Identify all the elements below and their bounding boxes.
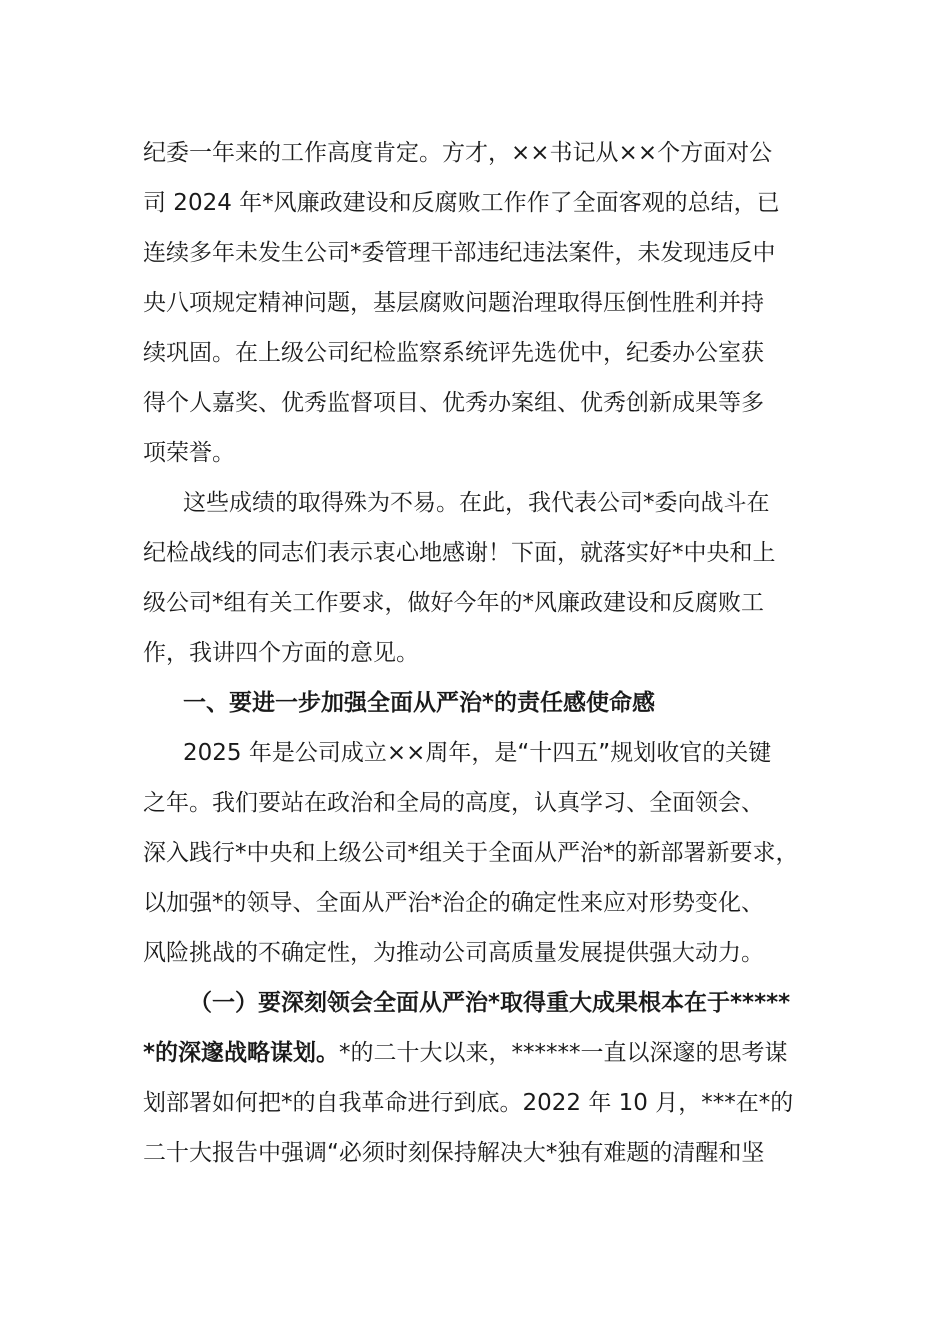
- text-line: 连续多年未发生公司*委管理干部违纪违法案件，未发现违反中: [143, 240, 776, 266]
- text-line: 得个人嘉奖、优秀监督项目、优秀办案组、优秀创新成果等多: [143, 390, 764, 416]
- text-line: 2025 年是公司成立××周年，是“十四五”规划收官的关键: [183, 740, 772, 766]
- text-line: 续巩固。在上级公司纪检监察系统评先选优中，纪委办公室获: [143, 340, 764, 366]
- text-line: 项荣誉。: [143, 440, 235, 466]
- body-text: *的二十大以来，******一直以深邃的思考谋: [339, 1040, 788, 1066]
- text-line: 纪检战线的同志们表示衷心地感谢！下面，就落实好*中央和上: [143, 540, 776, 566]
- text-line: 之年。我们要站在政治和全局的高度，认真学习、全面领会、: [143, 790, 764, 816]
- text-line: [143, 1028, 808, 1078]
- paragraph: [143, 478, 808, 678]
- text-line: 作，我讲四个方面的意见。: [143, 640, 419, 666]
- text-line: 二十大报告中强调“必须时刻保持解决大*独有难题的清醒和坚: [143, 1140, 765, 1166]
- text-line: 司 2024 年*风廉政建设和反腐败工作作了全面客观的总结，已: [143, 190, 780, 216]
- text-line: 纪委一年来的工作高度肯定。方才，××书记从××个方面对公: [143, 140, 773, 166]
- subheading-text: *的深邃战略谋划。: [143, 1040, 340, 1066]
- subheading-text: （一）要深刻领会全面从严治*取得重大成果根本在于*****: [189, 990, 791, 1016]
- text-line: 这些成绩的取得殊为不易。在此，我代表公司*委向战斗在: [183, 490, 770, 516]
- paragraph: [143, 728, 808, 978]
- paragraph: [143, 128, 808, 478]
- document-body: [143, 128, 808, 1178]
- text-line: 央八项规定精神问题，基层腐败问题治理取得压倒性胜利并持: [143, 290, 764, 316]
- text-line: 以加强*的领导、全面从严治*治企的确定性来应对形势变化、: [143, 890, 764, 916]
- text-line: 划部署如何把*的自我革命进行到底。2022 年 10 月，***在*的: [143, 1090, 794, 1116]
- text-line: 风险挑战的不确定性，为推动公司高质量发展提供强大动力。: [143, 940, 764, 966]
- text-line: 深入践行*中央和上级公司*组关于全面从严治*的新部署新要求，: [143, 840, 799, 866]
- heading-text: 一、要进一步加强全面从严治*的责任感使命感: [183, 690, 656, 716]
- text-line: 级公司*组有关工作要求，做好今年的*风廉政建设和反腐败工: [143, 590, 764, 616]
- paragraph: [143, 978, 808, 1178]
- section-heading: [143, 678, 808, 728]
